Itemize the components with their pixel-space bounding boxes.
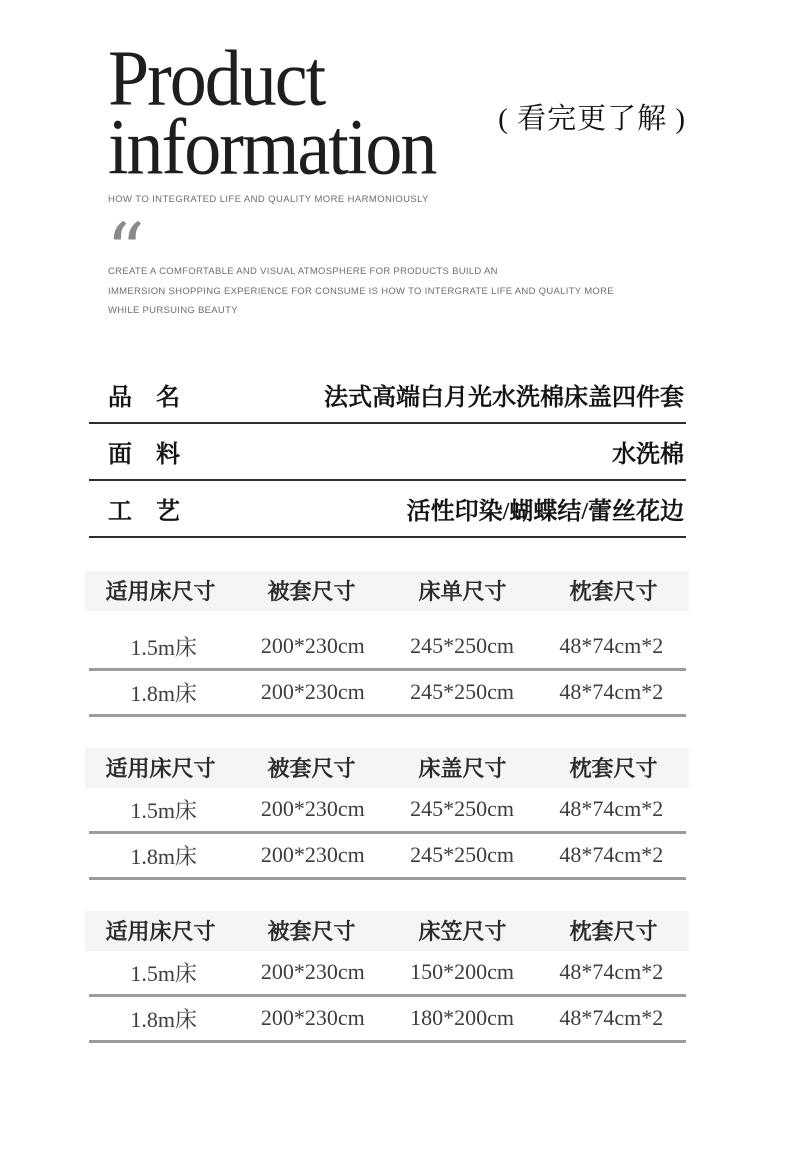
column-header: 适用床尺寸: [105, 756, 216, 781]
column-header: 床单尺寸: [418, 579, 507, 604]
size-table-header: [85, 748, 689, 788]
size-table-rows: [89, 951, 686, 1043]
info-label: 工 艺: [108, 498, 180, 525]
table-cell: 48*74cm*2: [559, 842, 664, 867]
size-table-fitted-sheet: [89, 911, 686, 1043]
table-cell: 48*74cm*2: [559, 679, 664, 704]
table-cell: 1.8m床: [130, 1006, 197, 1032]
page-title: [108, 34, 436, 192]
table-cell: 48*74cm*2: [559, 633, 664, 658]
page-title-line1: Product: [108, 34, 325, 123]
table-cell: 245*250cm: [410, 842, 515, 867]
size-table-header: [85, 571, 689, 611]
size-table-rows: [89, 788, 686, 880]
info-label: 品 名: [108, 384, 180, 411]
table-cell: 1.8m床: [130, 680, 197, 706]
table-row: [89, 997, 686, 1043]
table-cell: 245*250cm: [410, 633, 515, 658]
table-cell: 245*250cm: [410, 679, 515, 704]
table-cell: 1.8m床: [130, 843, 197, 869]
page-title-line2: information: [108, 103, 436, 192]
table-cell: 200*230cm: [260, 633, 365, 658]
info-label: 面 料: [108, 441, 180, 468]
table-cell: 48*74cm*2: [559, 1005, 664, 1030]
table-cell: 200*230cm: [260, 796, 365, 821]
size-table-bedcover: [89, 748, 686, 880]
quote-icon: “: [106, 206, 145, 295]
table-cell: 200*230cm: [260, 679, 365, 704]
table-row: [89, 671, 686, 717]
size-table-sheet: [89, 571, 686, 717]
column-header: 枕套尺寸: [569, 756, 658, 781]
table-cell: 200*230cm: [260, 842, 365, 867]
table-cell: 200*230cm: [260, 1005, 365, 1030]
table-cell: 48*74cm*2: [559, 796, 664, 821]
info-value: 水洗棉: [612, 441, 684, 468]
column-header: 适用床尺寸: [105, 579, 216, 604]
content-column: [89, 0, 686, 1043]
info-row-name: [89, 367, 686, 424]
table-row: [89, 625, 686, 671]
title-note: ( 看完更了解 ): [498, 103, 686, 135]
intro-line: IMMERSION SHOPPING EXPERIENCE FOR CONSUME IS HOW TO INTERGRATE LIFE AND QUALITY MORE: [108, 285, 614, 297]
info-value: 法式高端白月光水洗棉床盖四件套: [324, 384, 684, 411]
table-row: [89, 788, 686, 834]
column-header: 被套尺寸: [267, 579, 356, 604]
intro-line: CREATE A COMFORTABLE AND VISUAL ATMOSPHERE FOR PRODUCTS BUILD AN: [108, 266, 498, 277]
header: [89, 34, 686, 192]
table-cell: 245*250cm: [410, 796, 515, 821]
column-header: 适用床尺寸: [105, 919, 216, 944]
column-header: 被套尺寸: [267, 756, 356, 781]
intro-paragraph: [89, 262, 686, 321]
table-row: [89, 951, 686, 997]
info-row-fabric: [89, 424, 686, 481]
size-table-header: [85, 911, 689, 951]
info-value: 活性印染/蝴蝶结/蕾丝花边: [406, 498, 684, 525]
column-header: 被套尺寸: [267, 919, 356, 944]
column-header: 枕套尺寸: [569, 919, 658, 944]
table-row: [89, 834, 686, 880]
column-header: 床笠尺寸: [418, 919, 507, 944]
table-cell: 1.5m床: [130, 634, 197, 660]
product-info-table: [89, 367, 686, 538]
table-cell: 200*230cm: [260, 959, 365, 984]
table-cell: 150*200cm: [410, 959, 515, 984]
tagline: HOW TO INTEGRATED LIFE AND QUALITY MORE HARMONIOUSLY: [108, 194, 429, 205]
size-table-rows: [89, 611, 686, 717]
table-cell: 1.5m床: [130, 960, 197, 986]
table-cell: 180*200cm: [410, 1005, 515, 1030]
column-header: 枕套尺寸: [569, 579, 658, 604]
table-cell: 48*74cm*2: [559, 959, 664, 984]
column-header: 床盖尺寸: [418, 756, 507, 781]
intro-line: WHILE PURSUING BEAUTY: [108, 305, 238, 316]
table-cell: 1.5m床: [130, 797, 197, 823]
info-row-craft: [89, 481, 686, 538]
